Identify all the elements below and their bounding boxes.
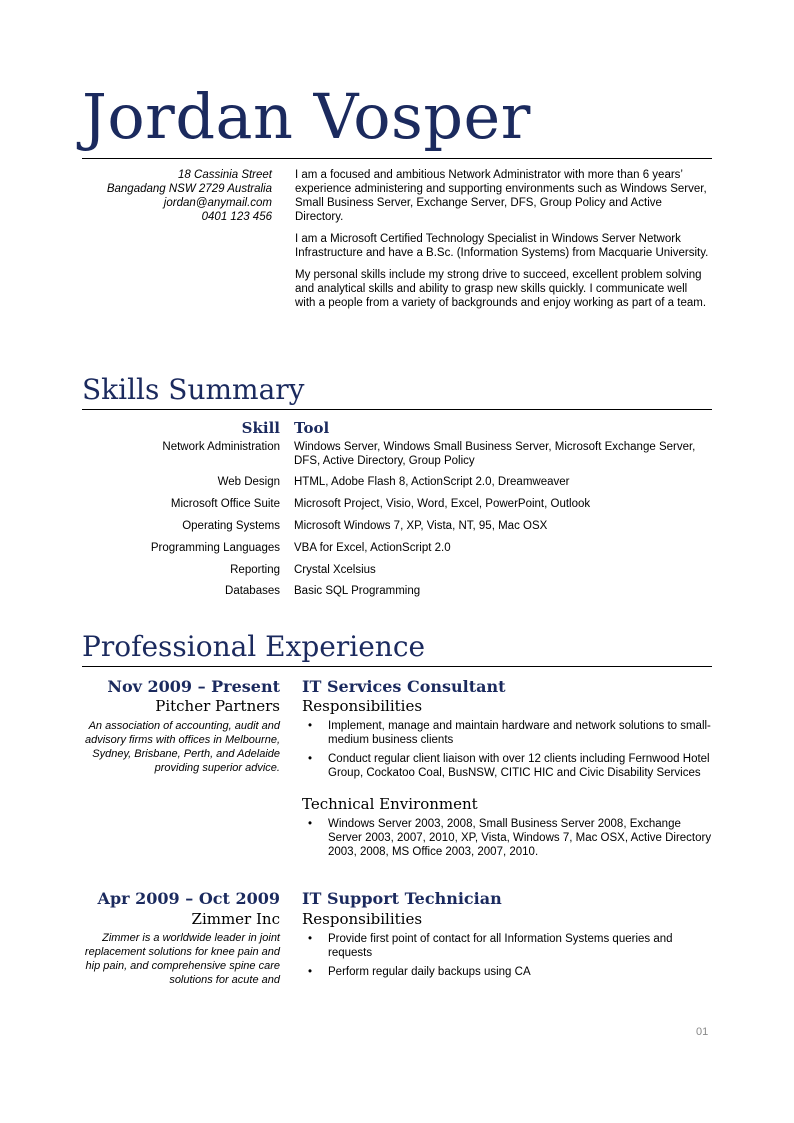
skill-column-header: Skill bbox=[241, 419, 280, 437]
responsibilities-heading: Responsibilities bbox=[302, 697, 423, 715]
skill-name: Web Design bbox=[217, 476, 280, 488]
job-company-description: An association of accounting, audit and advisory firms with offices in Melbourne, Sydney, Brisbane, Perth, and Adelaide providing superior advice. bbox=[84, 720, 280, 774]
skill-tools: Windows Server, Windows Small Business Server, Microsoft Exchange Server, DFS, Active Directory, Group Policy bbox=[294, 441, 696, 467]
skill-name: Microsoft Office Suite bbox=[170, 498, 280, 510]
job-date-range: Nov 2009 – Present bbox=[107, 677, 280, 696]
list-item: • Implement, manage and maintain hardware and network solutions to small-medium business clients bbox=[302, 719, 712, 747]
summary-paragraph: I am a focused and ambitious Network Administrator with more than 6 years’ experience administering and supporting environments such as Windows Server, Small Business Server, Exchange Server, DFS, Group Policy and Active Directory. bbox=[295, 169, 707, 223]
skill-tools: Crystal Xcelsius bbox=[294, 564, 376, 576]
summary-paragraph: My personal skills include my strong drive to succeed, excellent problem solving and analytical skills and ability to grasp new skills quickly. I communicate well with a people from a variety of backgrounds and enjoy working as part of a team. bbox=[295, 269, 707, 309]
contact-email: jordan@anymail.com bbox=[163, 197, 272, 209]
header-divider bbox=[82, 158, 712, 159]
list-item: • Perform regular daily backups using CA bbox=[302, 965, 712, 979]
job-company-description: Zimmer is a worldwide leader in joint replacement solutions for knee pain and hip pain, and comprehensive spine care solutions for acute and bbox=[84, 932, 280, 986]
skill-name: Network Administration bbox=[162, 441, 280, 453]
tool-column-header: Tool bbox=[294, 419, 330, 437]
contact-street: 18 Cassinia Street bbox=[178, 169, 272, 181]
responsibilities-list bbox=[302, 719, 712, 785]
list-item: • Provide first point of contact for all Information Systems queries and requests bbox=[302, 932, 712, 960]
list-item: • Windows Server 2003, 2008, Small Business Server 2008, Exchange Server 2003, 2007, 2010, XP, Vista, Windows 7, Mac OSX, Active Directory 2003, 2008, MS Office 2003, 2007, 2010. bbox=[302, 817, 712, 859]
skill-name: Databases bbox=[225, 585, 280, 597]
skill-tools: Microsoft Windows 7, XP, Vista, NT, 95, Mac OSX bbox=[294, 520, 548, 532]
skills-divider bbox=[82, 409, 712, 410]
skill-tools: VBA for Excel, ActionScript 2.0 bbox=[294, 542, 451, 554]
job-date-range: Apr 2009 – Oct 2009 bbox=[97, 889, 280, 908]
skill-name: Programming Languages bbox=[150, 542, 280, 554]
responsibilities-heading: Responsibilities bbox=[302, 910, 423, 928]
page-number: 01 bbox=[696, 1026, 709, 1038]
skills-section-title: Skills Summary bbox=[82, 373, 305, 406]
job-company: Zimmer Inc bbox=[191, 910, 280, 928]
skill-tools: HTML, Adobe Flash 8, ActionScript 2.0, Dreamweaver bbox=[294, 476, 570, 488]
skill-name: Operating Systems bbox=[182, 520, 280, 532]
skill-tools: Basic SQL Programming bbox=[294, 585, 421, 597]
contact-city: Bangadang NSW 2729 Australia bbox=[106, 183, 272, 195]
skill-name: Reporting bbox=[230, 564, 280, 576]
environment-list bbox=[302, 817, 712, 864]
responsibilities-list bbox=[302, 932, 712, 984]
technical-environment-heading: Technical Environment bbox=[302, 795, 478, 813]
job-title: IT Services Consultant bbox=[302, 677, 506, 696]
skill-tools: Microsoft Project, Visio, Word, Excel, PowerPoint, Outlook bbox=[294, 498, 591, 510]
contact-phone: 0401 123 456 bbox=[201, 211, 272, 223]
profile-summary bbox=[295, 168, 710, 318]
job-title: IT Support Technician bbox=[302, 889, 502, 908]
resume-name: Jordan Vosper bbox=[82, 80, 531, 153]
experience-section-title: Professional Experience bbox=[82, 630, 426, 663]
list-item: • Conduct regular client liaison with over 12 clients including Fernwood Hotel Group, Cockatoo Coal, BusNSW, CITIC HIC and Civic Disability Services bbox=[302, 752, 712, 780]
experience-divider bbox=[82, 666, 712, 667]
job-company: Pitcher Partners bbox=[155, 697, 280, 715]
summary-paragraph: I am a Microsoft Certified Technology Specialist in Windows Server Network Infrastructure and have a B.Sc. (Information Systems) from Macquarie University. bbox=[295, 233, 709, 259]
contact-block bbox=[82, 168, 272, 224]
